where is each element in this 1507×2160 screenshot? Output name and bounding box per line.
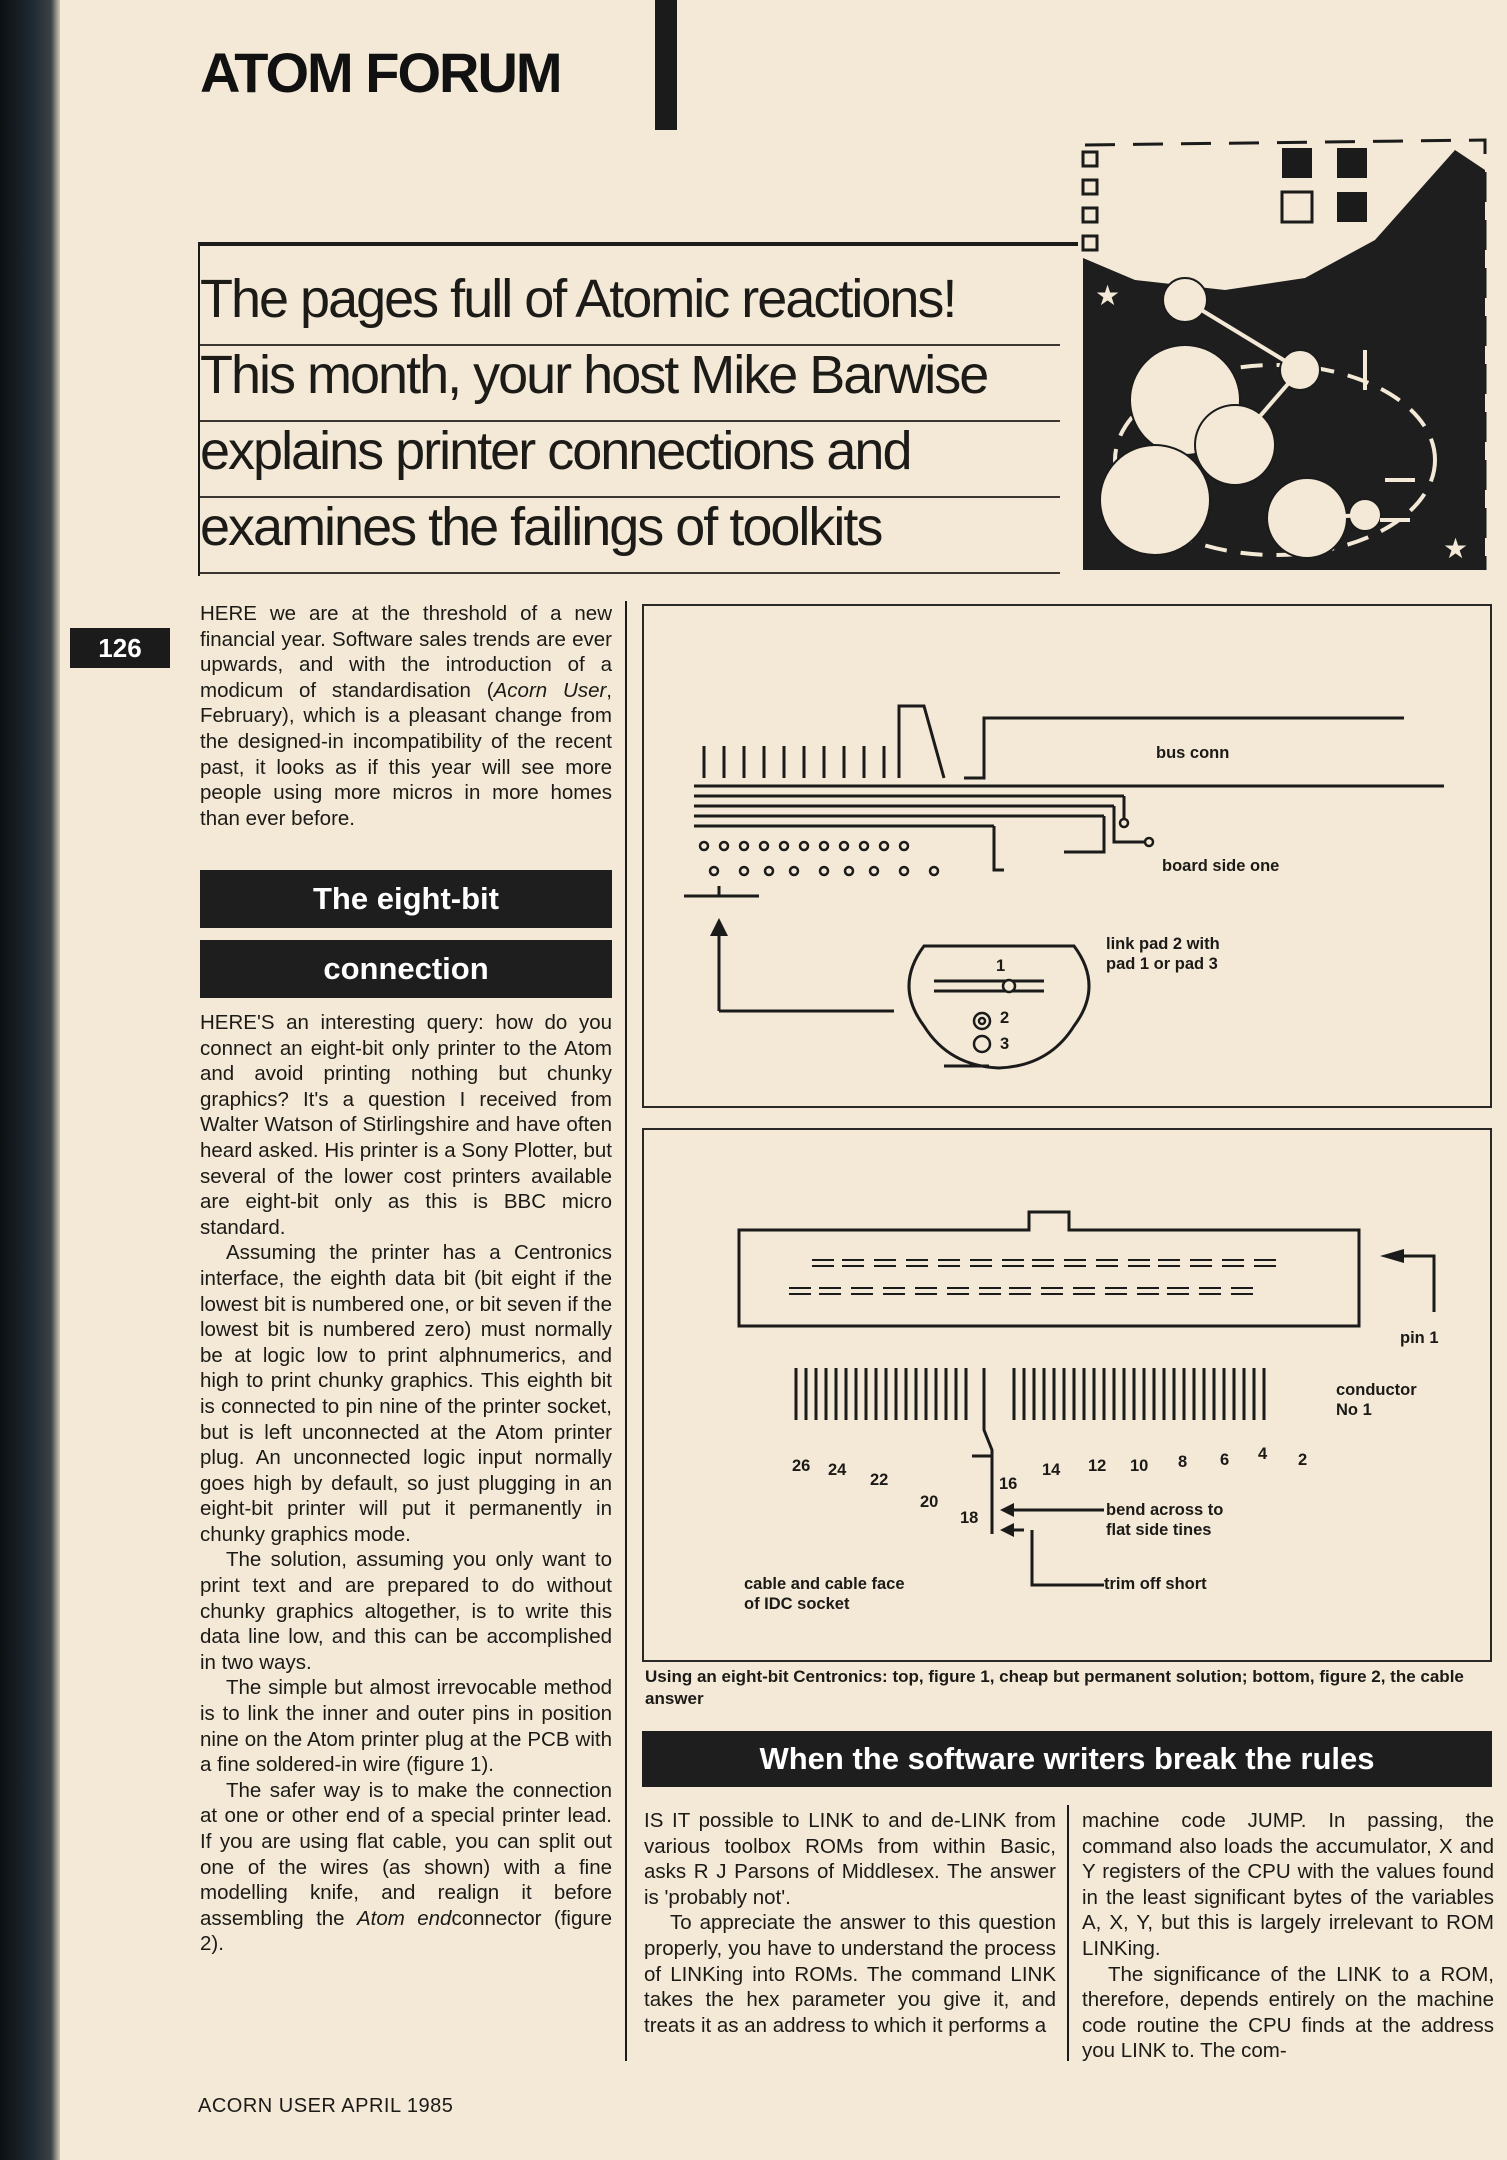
column-rule-1: [625, 601, 627, 2061]
pin-number: 12: [1088, 1457, 1107, 1475]
headline-line-3: explains printer connections and: [200, 420, 1060, 498]
paragraph: [200, 1778, 612, 1957]
subhead-connection: connection: [200, 940, 612, 998]
column-1-body: [200, 1010, 612, 1957]
label-conductor-2: No 1: [1336, 1401, 1372, 1419]
pin-number: 22: [870, 1471, 889, 1489]
paragraph: IS IT possible to LINK to and de-LINK from various toolbox ROMs from within Basic, asks R J Parsons of Middlesex. The answer is 'probably not'.: [644, 1809, 1056, 1909]
pin-number: 20: [920, 1493, 939, 1511]
masthead: ATOM FORUM: [200, 41, 561, 104]
column-3: [1082, 1808, 1494, 2064]
label-bus-conn: bus conn: [1156, 744, 1230, 762]
column-rule-2: [1067, 1805, 1069, 2061]
label-pad-1: 1: [996, 957, 1006, 975]
paragraph: machine code JUMP. In passing, the command also loads the accumulator, X and Y registers of the CPU with the values found in the least significant bytes of the variables A, X, Y, but this is largely irrelevant to ROM LINKing.: [1082, 1809, 1494, 1960]
figure-caption: Using an eight-bit Centronics: top, figure 1, cheap but permanent solution; bottom, figure 2, the cable answer: [645, 1667, 1464, 1708]
pin-number: 14: [1042, 1461, 1061, 1479]
pin-number: 18: [960, 1509, 979, 1527]
label-pad-2: 2: [1000, 1009, 1010, 1027]
pin-number: 4: [1258, 1445, 1268, 1463]
paragraph: The significance of the LINK to a ROM, therefore, depends entirely on the machine code routine the CPU finds at the address you LINK to. The com-: [1082, 1962, 1494, 2063]
headline-rule: [198, 242, 1078, 246]
headline-line-4: examines the failings of toolkits: [200, 496, 1060, 574]
masthead-block: [655, 0, 677, 130]
label-cable-2: of IDC socket: [744, 1595, 850, 1613]
svg-text:★: ★: [1095, 280, 1121, 311]
pin-number: 26: [792, 1457, 811, 1475]
p5-text: The safer way is to make the connection at one or other end of a special printer lead. If you are using flat cable, you can split out one of the wires (as shown) with a fine modelling knife, and realign it before assembling the: [200, 1778, 612, 1930]
label-bend-2: flat side tines: [1106, 1521, 1212, 1539]
intro-text: HERE we are at the threshold of a new financial year. Software sales trends are ever upwards, and with the introduction of a modicum of standardisation (: [200, 602, 612, 702]
subhead-eight-bit: The eight-bit: [200, 870, 612, 928]
label-trim: trim off short: [1104, 1575, 1207, 1593]
page-spine-shadow: [0, 0, 60, 2160]
figure-2-box: [642, 1128, 1492, 1662]
column-1-intro: [200, 601, 612, 831]
intro-end: , February), which is a pleasant change from the designed-in incompatibility of the recent past, it looks as if this year will see more people using more micros in more homes than ever before.: [200, 678, 612, 830]
paragraph: To appreciate the answer to this question properly, you have to understand the process of LINKing into ROMs. The command LINK takes the hex parameter you give it, and treats it as an address to which it performs a: [644, 1911, 1056, 2037]
paragraph: HERE'S an interesting query: how do you connect an eight-bit only printer to the Atom and avoid printing nothing but chunky graphics? It's a question I received from Walter Watson of Stirlingshire and have often heard asked. His printer is a Sony Plotter, but several of the lower cost printers available are eight-bit only as this is BBC micro standard.: [200, 1011, 612, 1239]
figure-1-diagram: [644, 606, 1490, 1106]
p5-italic: Atom end: [357, 1906, 452, 1930]
label-link-line-1: link pad 2 with: [1106, 935, 1220, 953]
figure-1-box: [642, 604, 1492, 1108]
paragraph: The simple but almost irrevocable method is to link the inner and outer pins in position nine on the Atom printer plug at the PCB with a fine soldered-in wire (figure 1).: [200, 1676, 612, 1777]
intro-italic: Acorn User: [493, 678, 607, 702]
pin-number: 24: [828, 1461, 847, 1479]
pin-number: 8: [1178, 1453, 1188, 1471]
p5-end: connector (figure 2).: [200, 1906, 612, 1956]
label-link-line-2: pad 1 or pad 3: [1106, 955, 1218, 973]
label-bend-1: bend across to: [1106, 1501, 1224, 1519]
atom-illustration: [1075, 130, 1495, 580]
column-2: [644, 1808, 1056, 2038]
headline-line-1: The pages full of Atomic reactions!: [200, 268, 1060, 346]
page-number: 126: [70, 628, 170, 668]
label-pad-3: 3: [1000, 1035, 1010, 1053]
headline-line-2: This month, your host Mike Barwise: [200, 344, 1060, 422]
label-cable-1: cable and cable face: [744, 1575, 905, 1593]
svg-text:★: ★: [1443, 533, 1469, 564]
paragraph: Assuming the printer has a Centronics interface, the eighth data bit (bit eight if the lowest bit is numbered one, or bit seven if the lowest bit is numbered zero) must normally be at logic low to print alphnumerics, and high to print chunky graphics. This eighth bit is connected to pin nine of the printer socket, but is left unconnected at the Atom printer plug. An unconnected logic input normally goes high by default, so just plugging in an eight-bit printer will put it permanently in chunky graphics mode.: [200, 1241, 612, 1546]
footer: ACORN USER APRIL 1985: [198, 2095, 454, 2117]
pin-number: 6: [1220, 1451, 1230, 1469]
label-board-side: board side one: [1162, 857, 1280, 875]
section-2-heading: When the software writers break the rules: [642, 1731, 1492, 1787]
pin-number: 10: [1130, 1457, 1149, 1475]
paragraph: The solution, assuming you only want to print text and are prepared to do without chunky graphics altogether, is to write this data line low, and this can be accomplished in two ways.: [200, 1548, 612, 1674]
label-conductor-1: conductor: [1336, 1381, 1417, 1399]
label-pin-1: pin 1: [1400, 1329, 1439, 1347]
pin-number: 16: [999, 1475, 1018, 1493]
pin-number: 2: [1298, 1451, 1308, 1469]
